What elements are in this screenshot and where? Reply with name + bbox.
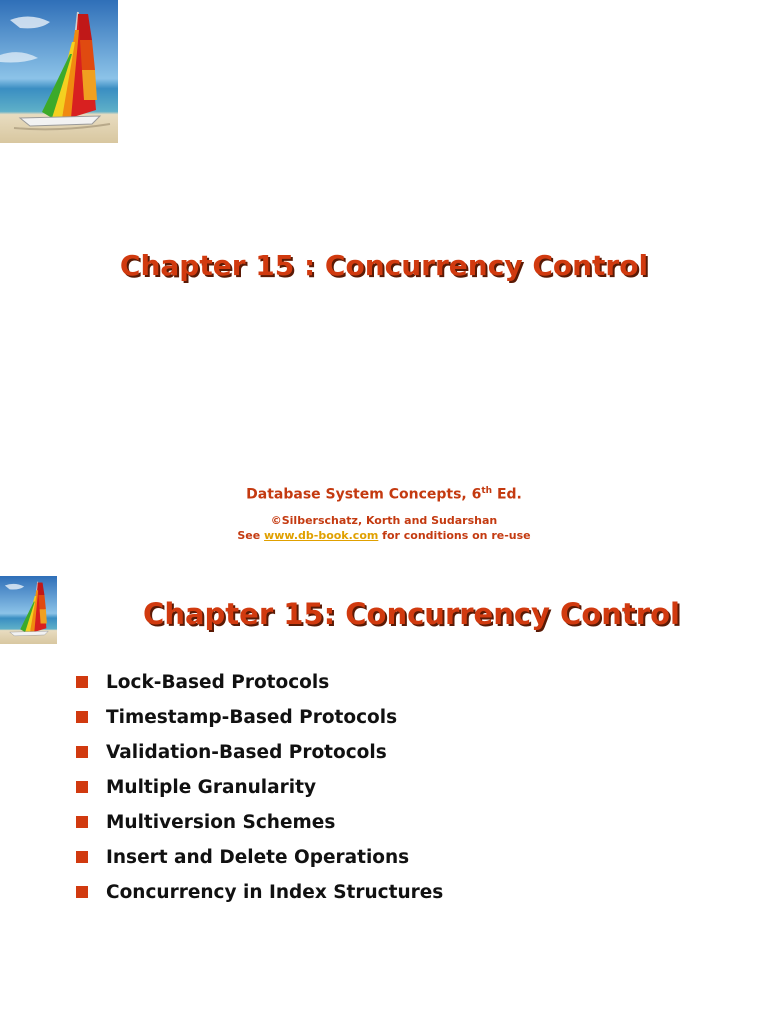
outline-title: Chapter 15: Concurrency Control	[143, 597, 680, 631]
topic-label: Validation-Based Protocols	[106, 742, 387, 763]
reuse-suffix: for conditions on re-use	[378, 529, 531, 542]
square-bullet-icon	[76, 886, 88, 898]
square-bullet-icon	[76, 851, 88, 863]
book-title-superscript: th	[481, 486, 493, 496]
book-title-text: Database System Concepts, 6	[246, 486, 482, 503]
list-item	[76, 707, 443, 742]
sailboat-icon	[0, 576, 57, 644]
list-item	[76, 812, 443, 847]
topic-list	[76, 672, 443, 917]
square-bullet-icon	[76, 746, 88, 758]
reuse-prefix: See	[237, 529, 265, 542]
square-bullet-icon	[76, 816, 88, 828]
topic-label: Lock-Based Protocols	[106, 672, 330, 693]
book-title-suffix: Ed.	[492, 486, 522, 503]
topic-label: Multiversion Schemes	[106, 812, 336, 833]
sailboat-icon	[0, 0, 118, 143]
list-item	[76, 672, 443, 707]
book-title	[0, 486, 768, 503]
topic-label: Concurrency in Index Structures	[106, 882, 444, 903]
square-bullet-icon	[76, 676, 88, 688]
list-item	[76, 742, 443, 777]
square-bullet-icon	[76, 711, 88, 723]
topic-label: Multiple Granularity	[106, 777, 317, 798]
square-bullet-icon	[76, 781, 88, 793]
outline-slide	[0, 570, 768, 1024]
reuse-notice	[0, 529, 768, 542]
topic-label: Insert and Delete Operations	[106, 847, 410, 868]
chapter-title: Chapter 15 : Concurrency Control	[119, 249, 649, 282]
list-item	[76, 777, 443, 812]
book-authors: ©Silberschatz, Korth and Sudarshan	[270, 514, 498, 527]
db-book-link[interactable]: www.db-book.com	[264, 529, 379, 542]
list-item	[76, 882, 443, 917]
list-item	[76, 847, 443, 882]
topic-label: Timestamp-Based Protocols	[106, 707, 398, 728]
